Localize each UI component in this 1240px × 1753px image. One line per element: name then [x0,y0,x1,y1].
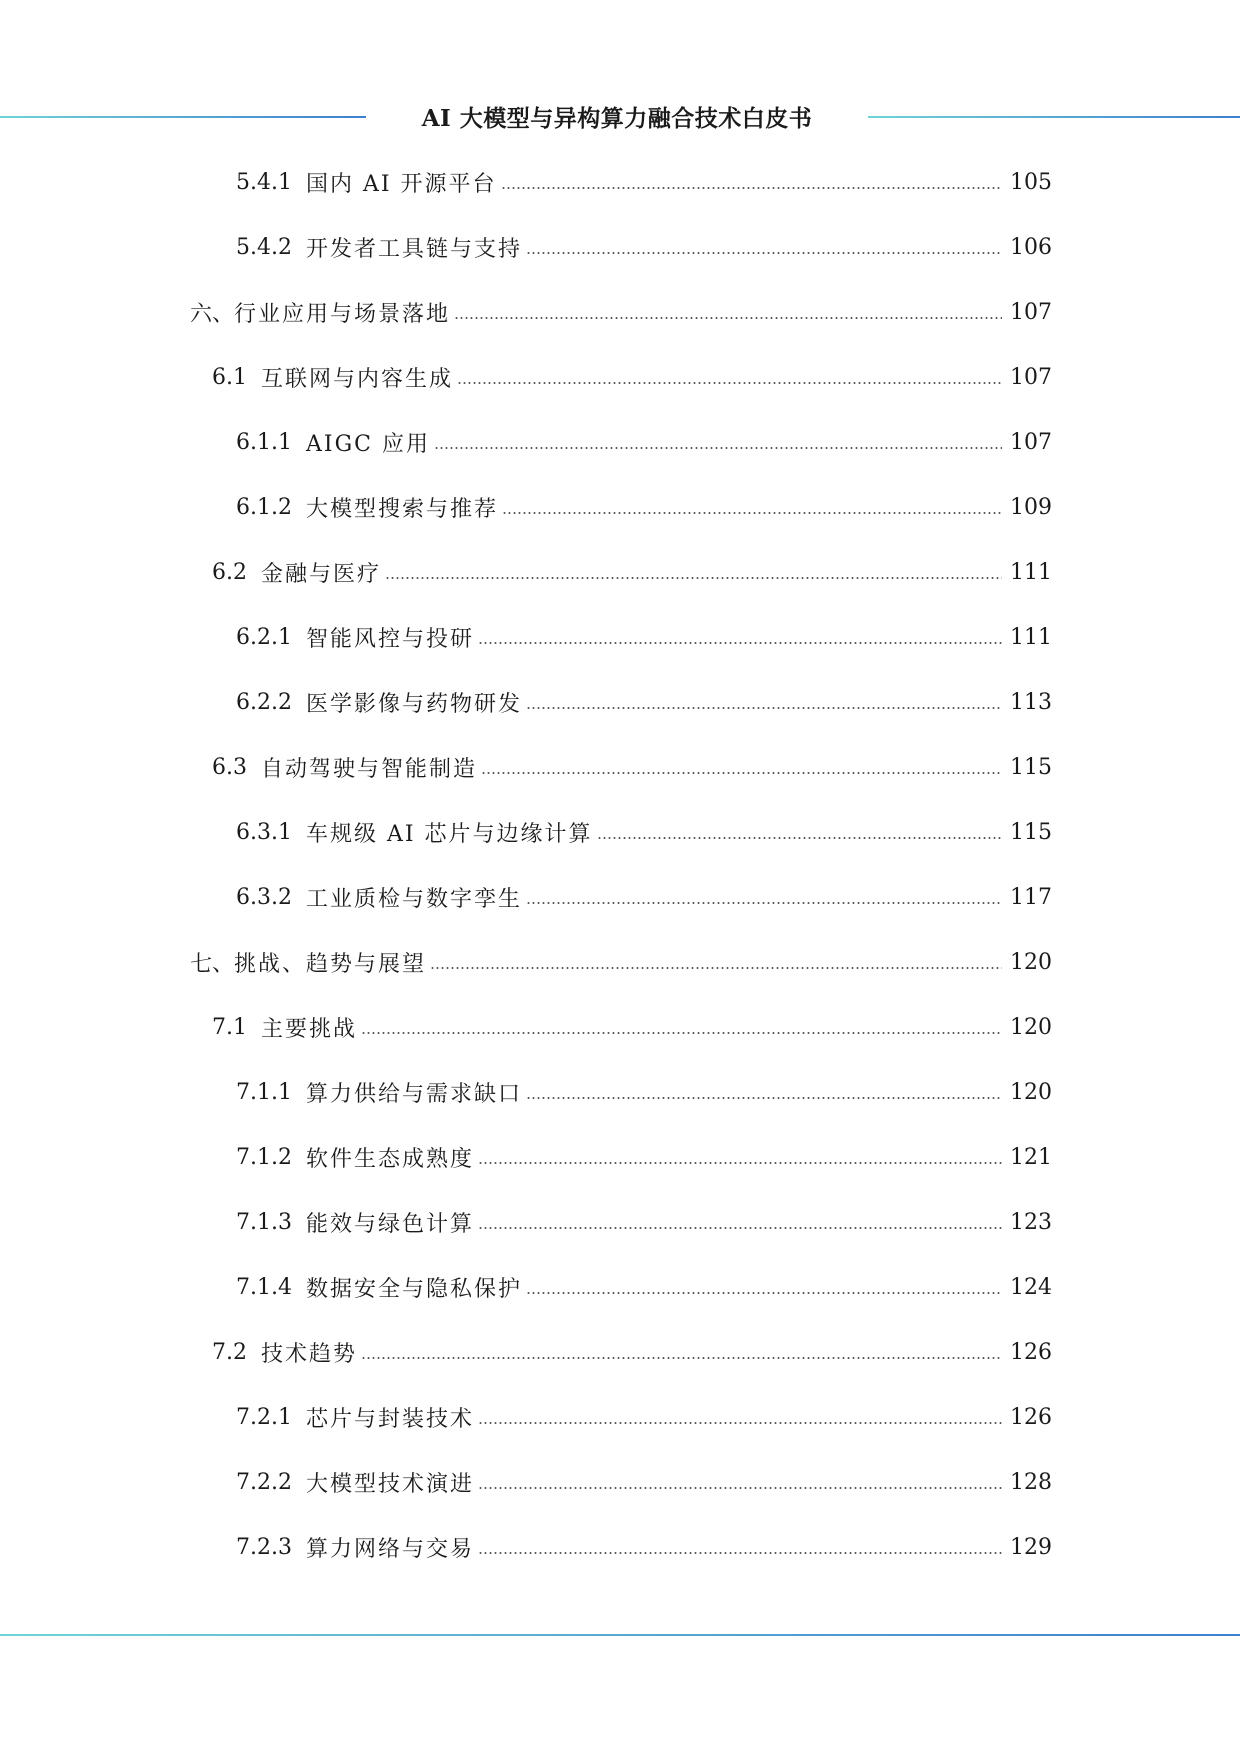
toc-entry-number: 6.1.2 [236,495,292,520]
toc-entry[interactable] [0,540,1240,605]
toc-entry-page: 129 [1010,1535,1052,1560]
toc-entry-number: 7.1 [212,1015,247,1040]
toc-dot-leader [478,642,1002,644]
toc-entry-title: 医学影像与药物研发 [305,692,522,717]
toc-entry[interactable] [0,1515,1240,1580]
toc-dot-leader [478,1552,1002,1554]
toc-entry-page: 126 [1010,1405,1052,1430]
page-header [0,96,1240,136]
toc-entry[interactable] [0,475,1240,540]
toc-entry-title: 主要挑战 [261,1017,358,1042]
footer-rule [0,1634,1240,1636]
toc-entry-title: 技术趋势 [261,1342,358,1367]
document-title: AI 大模型与异构算力融合技术白皮书 [421,105,813,132]
toc-entry-number: 6.2.2 [236,690,292,715]
toc-dot-leader [361,1032,1002,1034]
toc-entry-number: 5.4.1 [236,170,292,195]
toc-entry[interactable] [0,605,1240,670]
toc-entry[interactable] [0,1385,1240,1450]
toc-entry[interactable] [0,995,1240,1060]
header-rule-left [0,116,366,118]
toc-entry[interactable] [0,1450,1240,1515]
toc-entry-page: 121 [1010,1145,1052,1170]
toc-entry-title: 大模型技术演进 [305,1472,474,1497]
toc-entry[interactable] [0,735,1240,800]
toc-entry-title: 智能风控与投研 [305,627,474,652]
toc-entry-title: 行业应用与场景落地 [234,302,451,327]
toc-entry-page: 120 [1010,950,1052,975]
toc-entry-title: AIGC 应用 [305,432,430,457]
toc-entry[interactable] [0,865,1240,930]
toc-entry[interactable] [0,410,1240,475]
toc-entry-number: 七、 [190,952,235,977]
toc-entry-title: 数据安全与隐私保护 [305,1277,522,1302]
toc-entry[interactable] [0,1255,1240,1320]
toc-entry[interactable] [0,150,1240,215]
toc-entry-page: 113 [1010,690,1052,715]
toc-dot-leader [361,1357,1002,1359]
toc-entry-page: 115 [1010,755,1052,780]
toc-dot-leader [385,577,1002,579]
toc-dot-leader [526,902,1002,904]
toc-entry[interactable] [0,1320,1240,1385]
toc-dot-leader [502,512,1002,514]
toc-entry-page: 124 [1010,1275,1052,1300]
toc-entry-title: 大模型搜索与推荐 [305,497,498,522]
toc-dot-leader [478,1162,1002,1164]
toc-entry-number: 6.3.2 [236,885,292,910]
toc-entry[interactable] [0,800,1240,865]
toc-entry-title: 车规级 AI 芯片与边缘计算 [305,822,593,847]
toc-entry-number: 7.1.1 [236,1080,292,1105]
toc-entry-number: 7.2 [212,1340,247,1365]
toc-dot-leader [430,967,1002,969]
toc-entry[interactable] [0,930,1240,995]
toc-entry[interactable] [0,1125,1240,1190]
toc-dot-leader [481,772,1002,774]
toc-entry-page: 107 [1010,430,1052,455]
toc-entry-page: 128 [1010,1470,1052,1495]
toc-entry[interactable] [0,215,1240,280]
toc-entry-number: 7.1.3 [236,1210,292,1235]
toc-entry-page: 105 [1010,170,1052,195]
toc-entry-number: 六、 [190,302,235,327]
toc-entry-page: 120 [1010,1015,1052,1040]
toc-entry-title: 国内 AI 开源平台 [305,172,497,197]
toc-entry-title: 软件生态成熟度 [305,1147,474,1172]
toc-entry-title: 能效与绿色计算 [305,1212,474,1237]
toc-entry[interactable] [0,1190,1240,1255]
toc-entry-number: 5.4.2 [236,235,292,260]
toc-entry-number: 7.2.1 [236,1405,292,1430]
toc-entry-page: 126 [1010,1340,1052,1365]
toc-dot-leader [457,382,1002,384]
toc-entry-page: 106 [1010,235,1052,260]
toc-entry-number: 7.1.2 [236,1145,292,1170]
toc-dot-leader [526,1097,1002,1099]
toc-dot-leader [434,447,1002,449]
toc-entry-number: 7.2.3 [236,1535,292,1560]
toc-dot-leader [478,1487,1002,1489]
toc-dot-leader [526,707,1002,709]
toc-entry-page: 109 [1010,495,1052,520]
toc-entry-title: 金融与医疗 [261,562,382,587]
header-rule-right [868,116,1240,118]
toc-dot-leader [597,837,1002,839]
toc-entry-number: 6.3 [212,755,247,780]
toc-entry-number: 6.1.1 [236,430,292,455]
table-of-contents [0,150,1240,1580]
toc-entry-number: 6.1 [212,365,247,390]
toc-entry-title: 互联网与内容生成 [261,367,454,392]
toc-entry-title: 开发者工具链与支持 [305,237,522,262]
toc-entry-title: 算力网络与交易 [305,1537,474,1562]
toc-entry-page: 120 [1010,1080,1052,1105]
toc-entry-page: 117 [1010,885,1052,910]
toc-entry-page: 115 [1010,820,1052,845]
toc-entry[interactable] [0,670,1240,735]
toc-dot-leader [526,252,1002,254]
toc-entry-title: 挑战、趋势与展望 [234,952,427,977]
toc-dot-leader [478,1227,1002,1229]
toc-entry-title: 工业质检与数字孪生 [305,887,522,912]
toc-entry[interactable] [0,345,1240,410]
toc-dot-leader [501,187,1002,189]
toc-entry-page: 107 [1010,365,1052,390]
toc-entry-page: 107 [1010,300,1052,325]
toc-entry-number: 7.2.2 [236,1470,292,1495]
toc-dot-leader [478,1422,1002,1424]
toc-entry-page: 111 [1010,560,1052,585]
toc-dot-leader [526,1292,1002,1294]
toc-entry-title: 芯片与封装技术 [305,1407,474,1432]
toc-entry-number: 6.2 [212,560,247,585]
toc-entry-title: 自动驾驶与智能制造 [261,757,478,782]
toc-entry[interactable] [0,1060,1240,1125]
toc-dot-leader [454,317,1002,319]
toc-entry-number: 6.3.1 [236,820,292,845]
toc-entry-number: 7.1.4 [236,1275,292,1300]
toc-entry-page: 123 [1010,1210,1052,1235]
toc-entry-title: 算力供给与需求缺口 [305,1082,522,1107]
toc-entry-page: 111 [1010,625,1052,650]
toc-entry-number: 6.2.1 [236,625,292,650]
toc-entry[interactable] [0,280,1240,345]
